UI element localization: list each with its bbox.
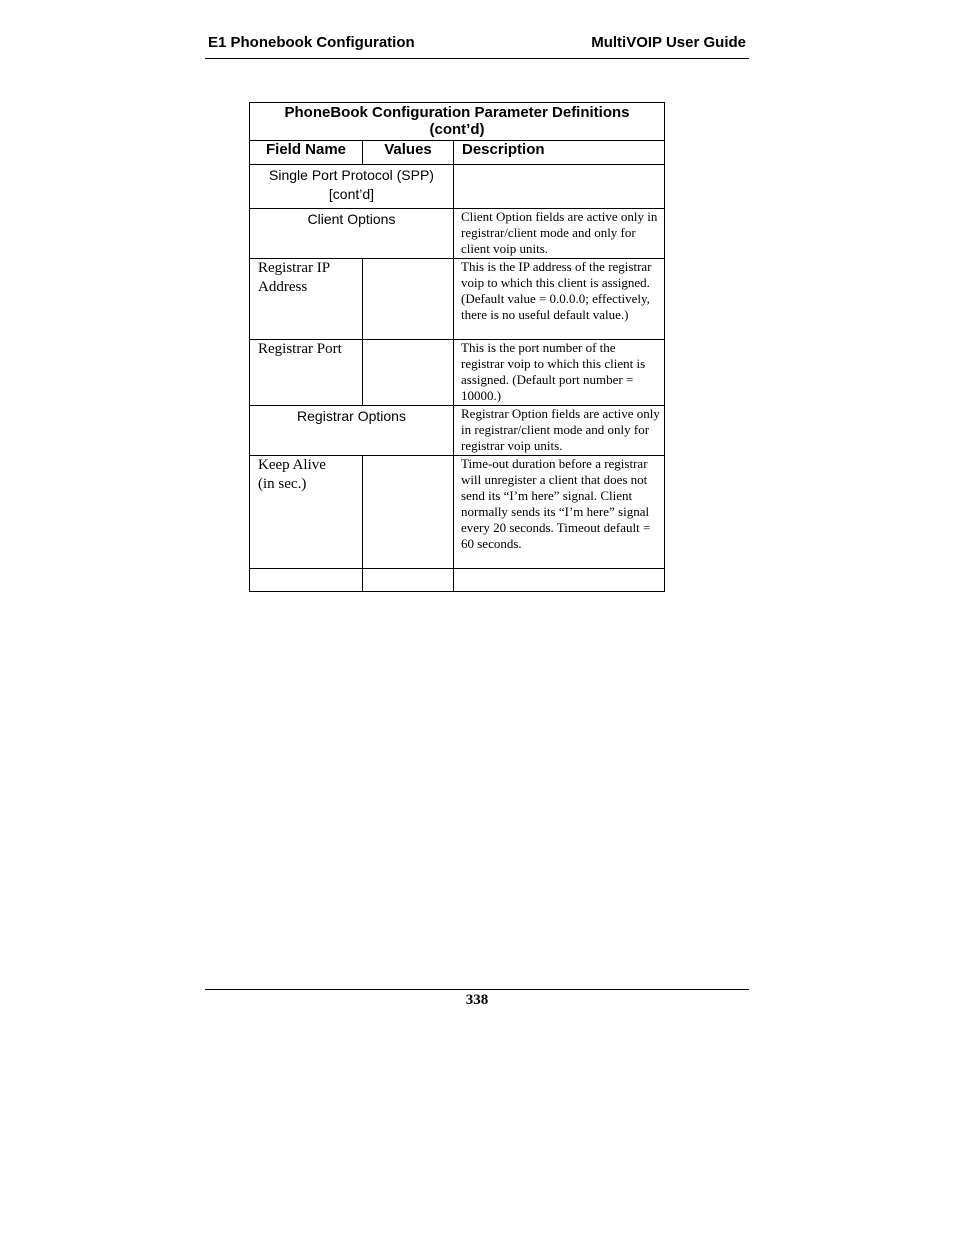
page-header — [205, 30, 749, 59]
client-options-label: Client Options — [250, 209, 454, 259]
registrar-ip-field: Registrar IP Address — [250, 259, 363, 340]
registrar-ip-description: This is the IP address of the registrar voip to which this client is assigned. (Default value = 0.0.0.0; effectively, there is no useful default value.) — [454, 259, 665, 340]
column-header-values: Values — [363, 141, 454, 165]
table-title-line2: (cont’d) — [429, 121, 485, 138]
keep-alive-field: Keep Alive (in sec.) — [250, 456, 363, 569]
page-number: 338 — [465, 992, 489, 1008]
table-title-row — [250, 103, 665, 141]
table-row-spp — [250, 165, 665, 209]
section-title: E1 Phonebook Configuration — [208, 34, 415, 51]
parameter-definitions-table — [249, 102, 665, 592]
registrar-options-description: Registrar Option fields are active only in registrar/client mode and only for registrar voip units. — [454, 406, 665, 456]
table-row-registrar-port — [250, 340, 665, 406]
registrar-options-label: Registrar Options — [250, 406, 454, 456]
spp-description — [454, 165, 665, 209]
table-row-registrar-options — [250, 406, 665, 456]
empty-cell-field — [250, 569, 363, 592]
column-header-row — [250, 141, 665, 165]
table-title-line1: PhoneBook Configuration Parameter Definitions — [284, 104, 630, 121]
spp-section-label: Single Port Protocol (SPP) [cont’d] — [250, 165, 454, 209]
table-row-registrar-ip — [250, 259, 665, 340]
table-row-client-options — [250, 209, 665, 259]
table-title — [250, 103, 665, 141]
table-row-keep-alive — [250, 456, 665, 569]
client-options-description: Client Option fields are active only in registrar/client mode and only for client voip units. — [454, 209, 665, 259]
empty-cell-description — [454, 569, 665, 592]
table-row-empty — [250, 569, 665, 592]
keep-alive-values — [363, 456, 454, 569]
registrar-ip-values — [363, 259, 454, 340]
keep-alive-description: Time-out duration before a registrar will unregister a client that does not send its “I’m here” signal. Client normally sends its “I’m here” signal every 20 seconds. Timeout default = 60 seconds. — [454, 456, 665, 569]
registrar-port-values — [363, 340, 454, 406]
column-header-description: Description — [454, 141, 665, 165]
registrar-port-field: Registrar Port — [250, 340, 363, 406]
footer-rule — [205, 989, 749, 990]
guide-title: MultiVOIP User Guide — [591, 34, 746, 51]
empty-cell-values — [363, 569, 454, 592]
column-header-field-name: Field Name — [250, 141, 363, 165]
registrar-port-description: This is the port number of the registrar voip to which this client is assigned. (Default port number = 10000.) — [454, 340, 665, 406]
